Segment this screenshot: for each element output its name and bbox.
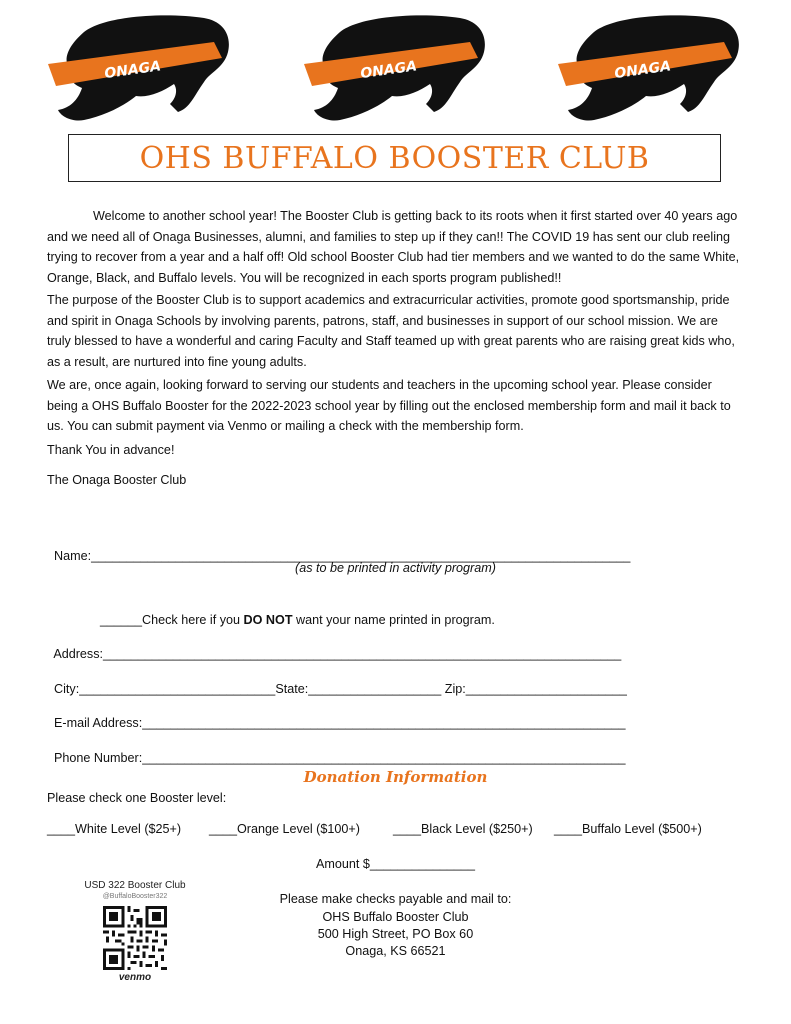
- city-state-zip-row: [47, 665, 627, 697]
- address-label: Address:: [53, 647, 104, 661]
- no-print-text-bold: DO NOT: [243, 613, 293, 627]
- thanks-line: Thank You in advance!: [47, 443, 175, 457]
- state-field[interactable]: ___________________: [308, 682, 445, 696]
- buffalo-icon: [300, 12, 490, 124]
- email-field-row: [47, 699, 625, 731]
- mail-line-4: Onaga, KS 66521: [345, 944, 446, 958]
- venmo-handle: @BuffaloBooster322: [102, 893, 168, 900]
- phone-field[interactable]: _____________________________________________________________________: [142, 751, 626, 765]
- venmo-title: USD 322 Booster Club: [84, 880, 186, 891]
- logo-text: ONAGA: [613, 58, 672, 83]
- buffalo-logo-left: [44, 12, 234, 124]
- level-orange-option[interactable]: ____Orange Level ($100+): [209, 822, 360, 836]
- phone-label: Phone Number:: [54, 751, 143, 765]
- page-title: OHS BUFFALO BOOSTER CLUB: [139, 140, 650, 176]
- level-white-option[interactable]: ____White Level ($25+): [47, 822, 182, 836]
- name-field[interactable]: _____________________________________________________________________________: [91, 549, 631, 563]
- no-print-checkbox[interactable]: ______: [100, 613, 143, 627]
- address-field[interactable]: __________________________________________________________________________: [103, 647, 622, 661]
- address-field-row: [47, 630, 621, 662]
- intro-paragraph-1: Welcome to another school year! The Booster Club is getting back to its roots when it first started over 40 years ago and we need all of Onaga Businesses, alumni, and families to step up if they can!! The COVID 19 has sent our club reeling trying to recover from a year and a half off! Old school Booster Club had tier members and we wanted to do the same White, Orange, Black, and Buffalo levels. You will be recognized in each sports program published!!: [47, 209, 740, 285]
- email-field[interactable]: _____________________________________________________________________: [142, 716, 626, 730]
- buffalo-icon: [44, 12, 234, 124]
- mail-line-2: OHS Buffalo Booster Club: [322, 910, 469, 924]
- qr-code-icon[interactable]: [103, 906, 167, 970]
- intro-paragraph-2: The purpose of the Booster Club is to support academics and extracurricular activities, promote good sportsmanship, pride and spirit in Onaga Schools by involving parents, patrons, staff, and businesses in support of our school mission. We are truly blessed to have a wonderful and caring Faculty and Staff teamed up with great parents who are raising great kids who, as a result, are nurtured into fine young adults.: [47, 293, 735, 369]
- no-print-text-pre: Check here if you: [142, 613, 244, 627]
- name-label: Name:: [54, 549, 92, 563]
- amount-field[interactable]: Amount $_______________: [316, 857, 475, 871]
- city-label: City:: [54, 682, 80, 696]
- logo-text: ONAGA: [103, 58, 162, 83]
- title-box: [68, 134, 721, 182]
- name-note: (as to be printed in activity program): [295, 561, 496, 575]
- mail-line-3: 500 High Street, PO Box 60: [317, 927, 474, 941]
- no-print-row: [93, 596, 495, 628]
- signature-line: The Onaga Booster Club: [47, 473, 187, 487]
- no-print-text-post: want your name printed in program.: [292, 613, 495, 627]
- level-buffalo-option[interactable]: ____Buffalo Level ($500+): [554, 822, 702, 836]
- zip-label: Zip:: [444, 682, 466, 696]
- venmo-card: [80, 880, 190, 992]
- logo-text: ONAGA: [359, 58, 418, 83]
- email-label: E-mail Address:: [54, 716, 143, 730]
- buffalo-icon: [554, 12, 744, 124]
- mail-line-1: Please make checks payable and mail to:: [279, 892, 512, 906]
- buffalo-logo-center: [300, 12, 490, 124]
- donation-heading: Donation Information: [303, 768, 488, 786]
- zip-field[interactable]: _______________________: [465, 682, 627, 696]
- level-black-option[interactable]: ____Black Level ($250+): [393, 822, 533, 836]
- city-field[interactable]: ____________________________: [79, 682, 276, 696]
- intro-paragraph-3: We are, once again, looking forward to serving our students and teachers in the upcoming school year. Please consider being a OHS Buffalo Booster for the 2022-2023 school year by filling out the enclosed membership form and mail it back to us. You can submit payment via Venmo or mailing a check with the membership form.: [47, 378, 731, 433]
- name-field-row: [47, 532, 630, 564]
- venmo-logo: venmo: [118, 972, 152, 983]
- donation-instruction: Please check one Booster level:: [47, 791, 227, 805]
- state-label: State:: [275, 682, 309, 696]
- phone-field-row: [47, 734, 626, 766]
- buffalo-logo-right: [554, 12, 744, 124]
